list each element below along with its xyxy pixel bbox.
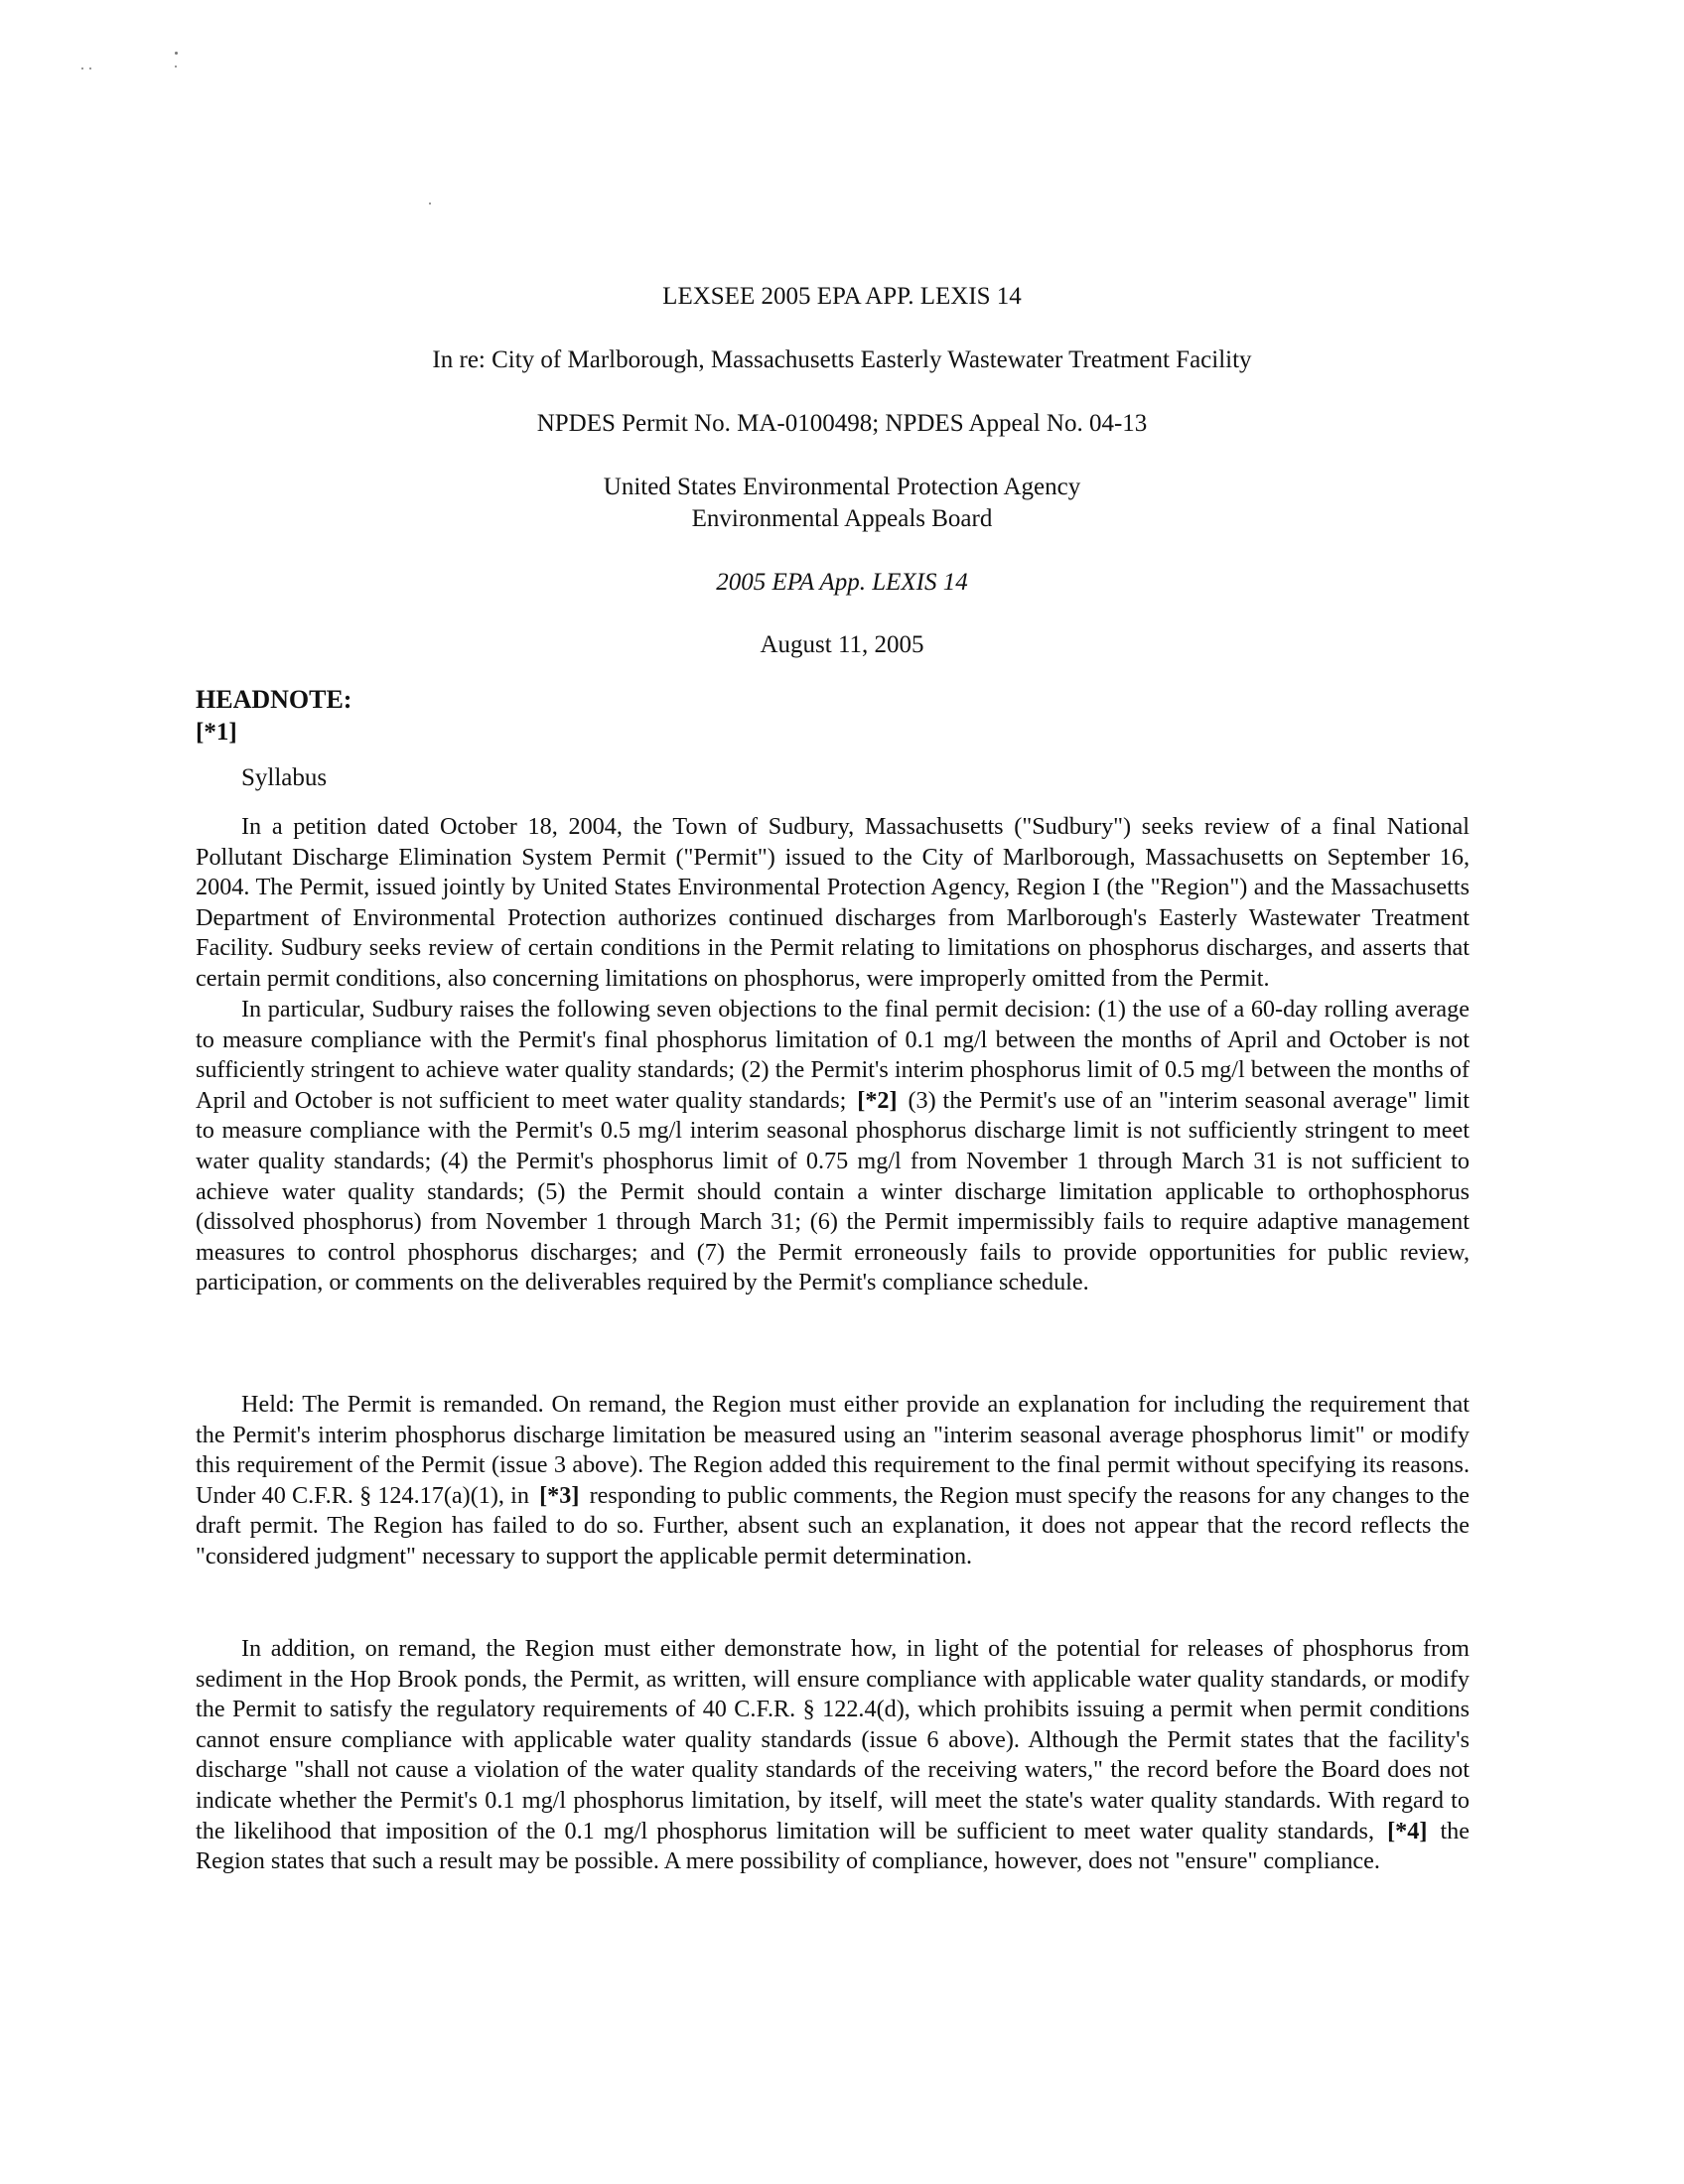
paragraph-text: the Region states that such a result may be possible. A mere possibility of compliance, however, does not "ensure" compliance. [196, 1817, 1471, 1875]
star-page-marker: [*4] [1387, 1817, 1428, 1844]
reporter-citation: 2005 EPA App. LEXIS 14 [716, 569, 968, 596]
permit-line: NPDES Permit No. MA-0100498; NPDES Appeal No. 04-13 [536, 410, 1148, 437]
scan-speck [429, 203, 431, 205]
scan-speck [175, 52, 178, 55]
decision-date: August 11, 2005 [760, 631, 924, 658]
paragraph-objections [196, 995, 1470, 1298]
syllabus-label: Syllabus [241, 764, 328, 791]
paragraph-text: In particular, Sudbury raises the following seven objections to the final permit decision: (1) the use of a 60-day rolling average to measure compliance with the Permit's final phosphorus limitation of 0.1 mg/l between the months of April and October is not sufficiently stringent to achieve water quality standards; (2) the Permit's interim phosphorus limit of 0.5 mg/l between the months of April and October is not sufficient to meet water quality standards; [196, 996, 1470, 1114]
star-page-marker: [*1] [196, 719, 237, 746]
case-title: In re: City of Marlborough, Massachusetts Easterly Wastewater Treatment Facility [432, 346, 1252, 373]
star-page-marker: [*2] [857, 1086, 898, 1114]
star-page-marker: [*3] [539, 1481, 580, 1509]
paragraph-text: Held: The Permit is remanded. On remand, the Region must either provide an explanation for including the requirement that the Permit's interim phosphorus discharge limitation be measured using an "interim seasonal average phosphorus limit" or modify this requirement of the Permit (issue 3 above). The Region added this requirement to the final permit without specifying its reasons. Under 40 C.F.R. § 124.17(a)(1), in [196, 1391, 1470, 1509]
scan-speck [175, 66, 177, 68]
headnote-heading: HEADNOTE: [196, 685, 352, 714]
paragraph-text: (3) the Permit's use of an "interim seasonal average" limit to measure compliance with the Permit's 0.5 mg/l interim seasonal phosphorus discharge limit is not sufficiently stringent to meet water quality standards; (4) the Permit's phosphorus limit of 0.75 mg/l from November 1 through March 31 is not sufficient to achieve water quality standards; (5) the Permit should contain a winter discharge limitation applicable to orthophosphorus (dissolved phosphorus) from November 1 through March 31; (6) the Permit impermissibly fails to require adaptive management measures to control phosphorus discharges; and (7) the Permit erroneously fails to provide opportunities for public review, participation, or comments on the deliverables required by the Permit's compliance schedule. [196, 1086, 1471, 1297]
scan-speck [89, 68, 91, 69]
paragraph-text: In a petition dated October 18, 2004, the Town of Sudbury, Massachusetts ("Sudbury") seeks review of a final National Pollutant Discharge Elimination System Permit ("Permit") issued to the City of Marlborough, Massachusetts on September 16, 2004. The Permit, issued jointly by United States Environmental Protection Agency, Region I (the "Region") and the Massachusetts Department of Environmental Protection authorizes continued discharges from Marlborough's Easterly Wastewater Treatment Facility. Sudbury seeks review of certain conditions in the Permit relating to limitations on phosphorus discharges, and asserts that certain permit conditions, also concerning limitations on phosphorus, were improperly omitted from the Permit. [196, 813, 1470, 992]
paragraph-petition [196, 812, 1470, 995]
scan-speck [81, 68, 83, 69]
agency-name: United States Environmental Protection Agency [603, 474, 1081, 500]
board-name: Environmental Appeals Board [691, 505, 993, 532]
paragraph-held [196, 1390, 1470, 1572]
paragraph-remand [196, 1634, 1470, 1877]
paragraph-text: responding to public comments, the Region must specify the reasons for any changes to the draft permit. The Region has failed to do so. Further, absent such an explanation, it does not appear that the record reflects the "considered judgment" necessary to support the applicable permit determination. [196, 1481, 1470, 1570]
lexsee-citation: LEXSEE 2005 EPA APP. LEXIS 14 [662, 283, 1022, 310]
paragraph-text: In addition, on remand, the Region must either demonstrate how, in light of the potential for releases of phosphorus from sediment in the Hop Brook ponds, the Permit, as written, will ensure compliance with applicable water quality standards, or modify the Permit to satisfy the regulatory requirements of 40 C.F.R. § 122.4(d), which prohibits issuing a permit when permit conditions cannot ensure compliance with applicable water quality standards (issue 6 above). Although the Permit states that the facility's discharge "shall not cause a violation of the water quality standards of the receiving waters," the record before the Board does not indicate whether the Permit's 0.1 mg/l phosphorus limitation, by itself, will meet the state's water quality standards. With regard to the likelihood that imposition of the 0.1 mg/l phosphorus limitation will be sufficient to meet water quality standards, [196, 1635, 1470, 1844]
